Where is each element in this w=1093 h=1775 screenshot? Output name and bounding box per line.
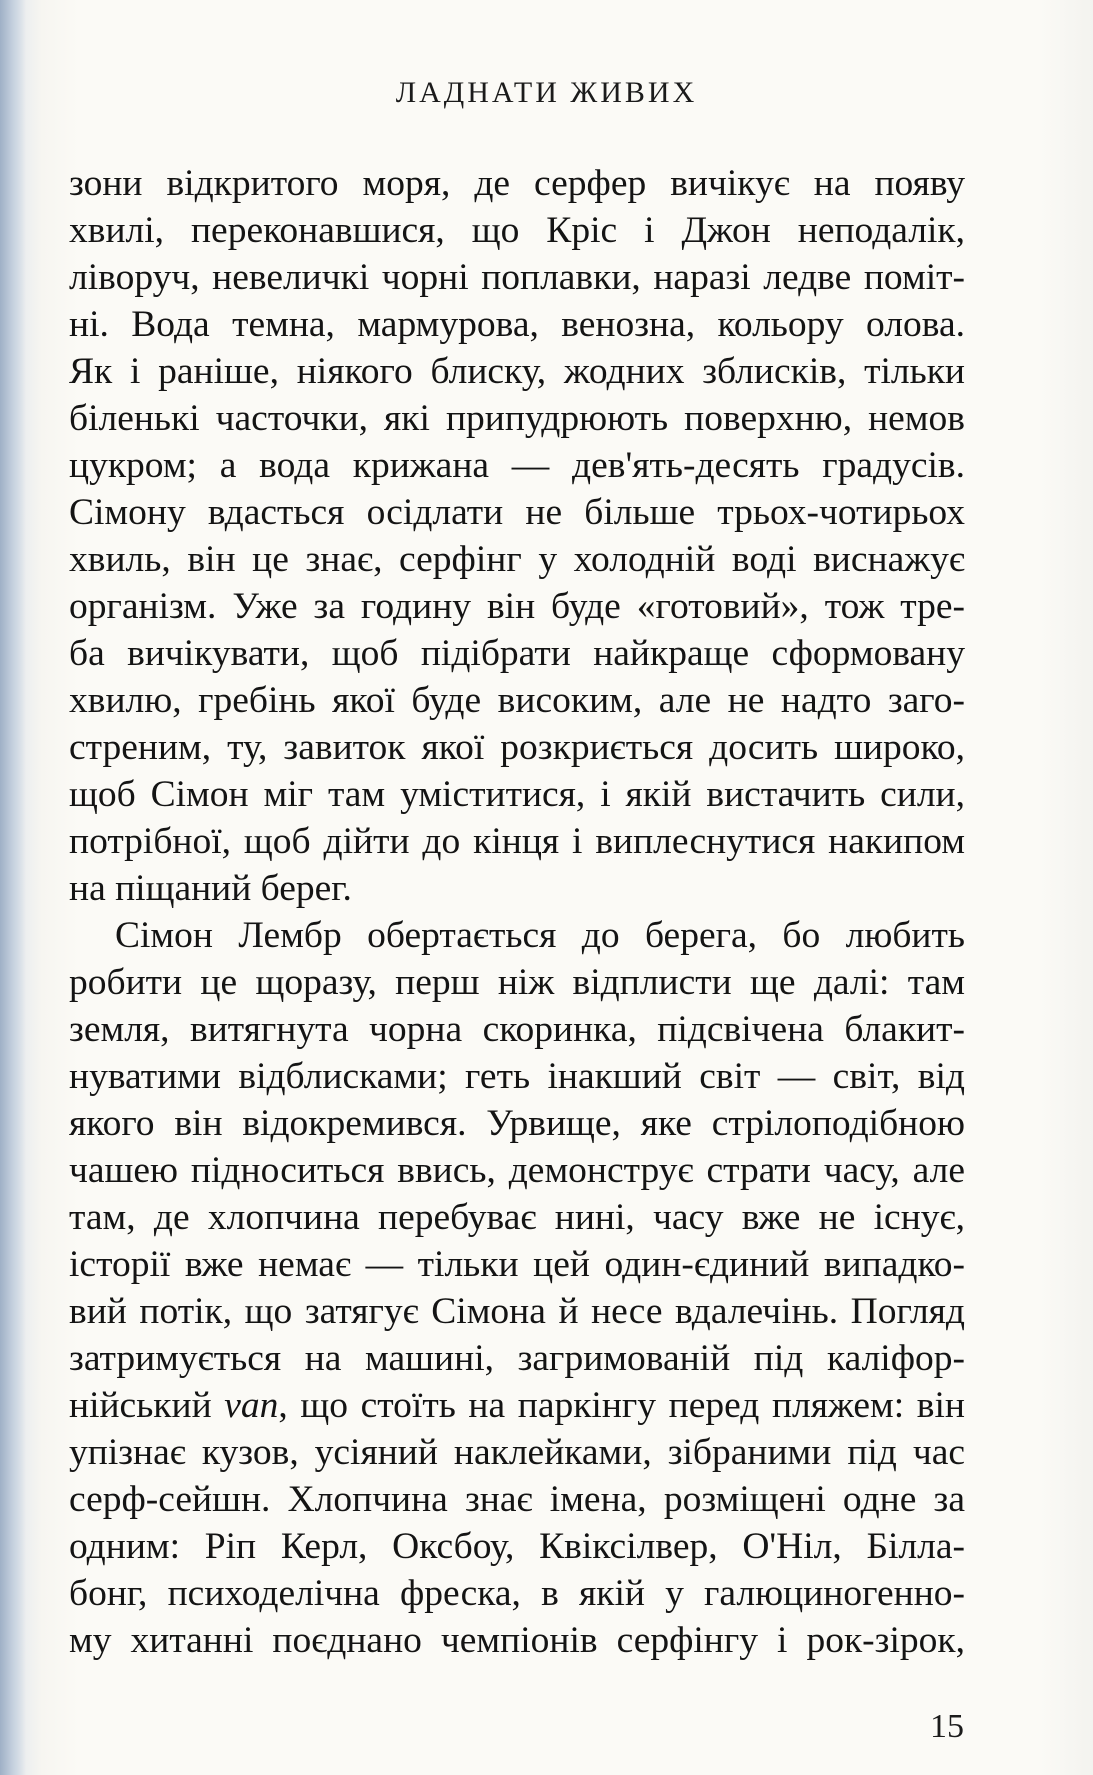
running-head: ЛАДНАТИ ЖИВИХ: [395, 76, 698, 109]
text-line: ні. Вода темна, мармурова, венозна, кольору олова.: [69, 304, 965, 345]
text-line: ба вичікувати, щоб підібрати найкраще сформовану: [69, 633, 965, 674]
text-line: упізнає кузов, усіяний наклейками, зібраними під час: [69, 1432, 965, 1473]
text-line: цукром; а вода крижана — дев'ять-десять градусів.: [69, 445, 965, 486]
text-line: вий потік, що затягує Сімона й несе вдалечінь. Погляд: [69, 1291, 965, 1332]
text-line: земля, витягнута чорна скоринка, підсвічена блакит-: [69, 1009, 965, 1050]
page-number: 15: [930, 1708, 964, 1745]
text-fragment: нійський: [69, 1385, 225, 1426]
text-line: організм. Уже за годину він буде «готовий», тож тре-: [69, 586, 965, 627]
text-line: му хитанні поєднано чемпіонів серфінгу і рок-зірок,: [69, 1620, 965, 1661]
spine-shadow: [0, 0, 26, 1775]
text-line: потрібної, щоб дійти до кінця і виплеснутися накипом: [69, 821, 965, 862]
text-line: ліворуч, невеличкі чорні поплавки, наразі ледве поміт-: [69, 257, 965, 298]
text-line: там, де хлопчина перебуває нині, часу вже не існує,: [69, 1197, 965, 1238]
text-line: хвиль, він це знає, серфінг у холодній воді виснажує: [69, 539, 965, 580]
text-line: чашею підноситься ввись, демонструє страти часу, але: [69, 1150, 965, 1191]
text-fragment: , що стоїть на паркінгу перед пляжем: він: [278, 1385, 965, 1426]
text-line: робити це щоразу, перш ніж відплисти ще далі: там: [69, 962, 965, 1003]
text-line: Сімону вдасться осідлати не більше трьох-чотирьох: [69, 492, 965, 533]
text-line: Сімон Лембр обертається до берега, бо любить: [115, 915, 965, 956]
text-line: Як і раніше, ніякого блиску, жодних зблисків, тільки: [69, 351, 965, 392]
italic-word: van: [224, 1385, 279, 1426]
text-line: нуватими відблисками; геть інакший світ — світ, від: [69, 1056, 965, 1097]
text-line: бонг, психоделічна фреска, в якій у галюциногенно-: [69, 1573, 965, 1614]
text-line-mixed: [69, 1382, 965, 1429]
text-line: якого він відокремився. Урвище, яке стрілоподібною: [69, 1103, 965, 1144]
text-line: щоб Сімон міг там уміститися, і якій вистачить сили,: [69, 774, 965, 815]
text-line: історії вже немає — тільки цей один-єдиний випадко-: [69, 1244, 965, 1285]
text-line: хвилі, переконавшися, що Кріс і Джон неподалік,: [69, 210, 965, 251]
text-line: стреним, ту, завиток якої розкриється досить широко,: [69, 727, 965, 768]
text-line: хвилю, гребінь якої буде високим, але не надто заго-: [69, 680, 965, 721]
text-line: на піщаний берег.: [69, 868, 352, 909]
text-line: одним: Ріп Керл, Оксбоу, Квіксілвер, О'Ніл, Білла-: [69, 1526, 965, 1567]
text-line: зони відкритого моря, де серфер вичікує на появу: [69, 163, 965, 204]
text-line: біленькі часточки, які припудрюють поверхню, немов: [69, 398, 965, 439]
text-line: затримується на машині, загримованій під каліфор-: [69, 1338, 965, 1379]
text-line: серф-сейшн. Хлопчина знає імена, розміщені одне за: [69, 1479, 965, 1520]
body-text: [69, 160, 965, 1664]
